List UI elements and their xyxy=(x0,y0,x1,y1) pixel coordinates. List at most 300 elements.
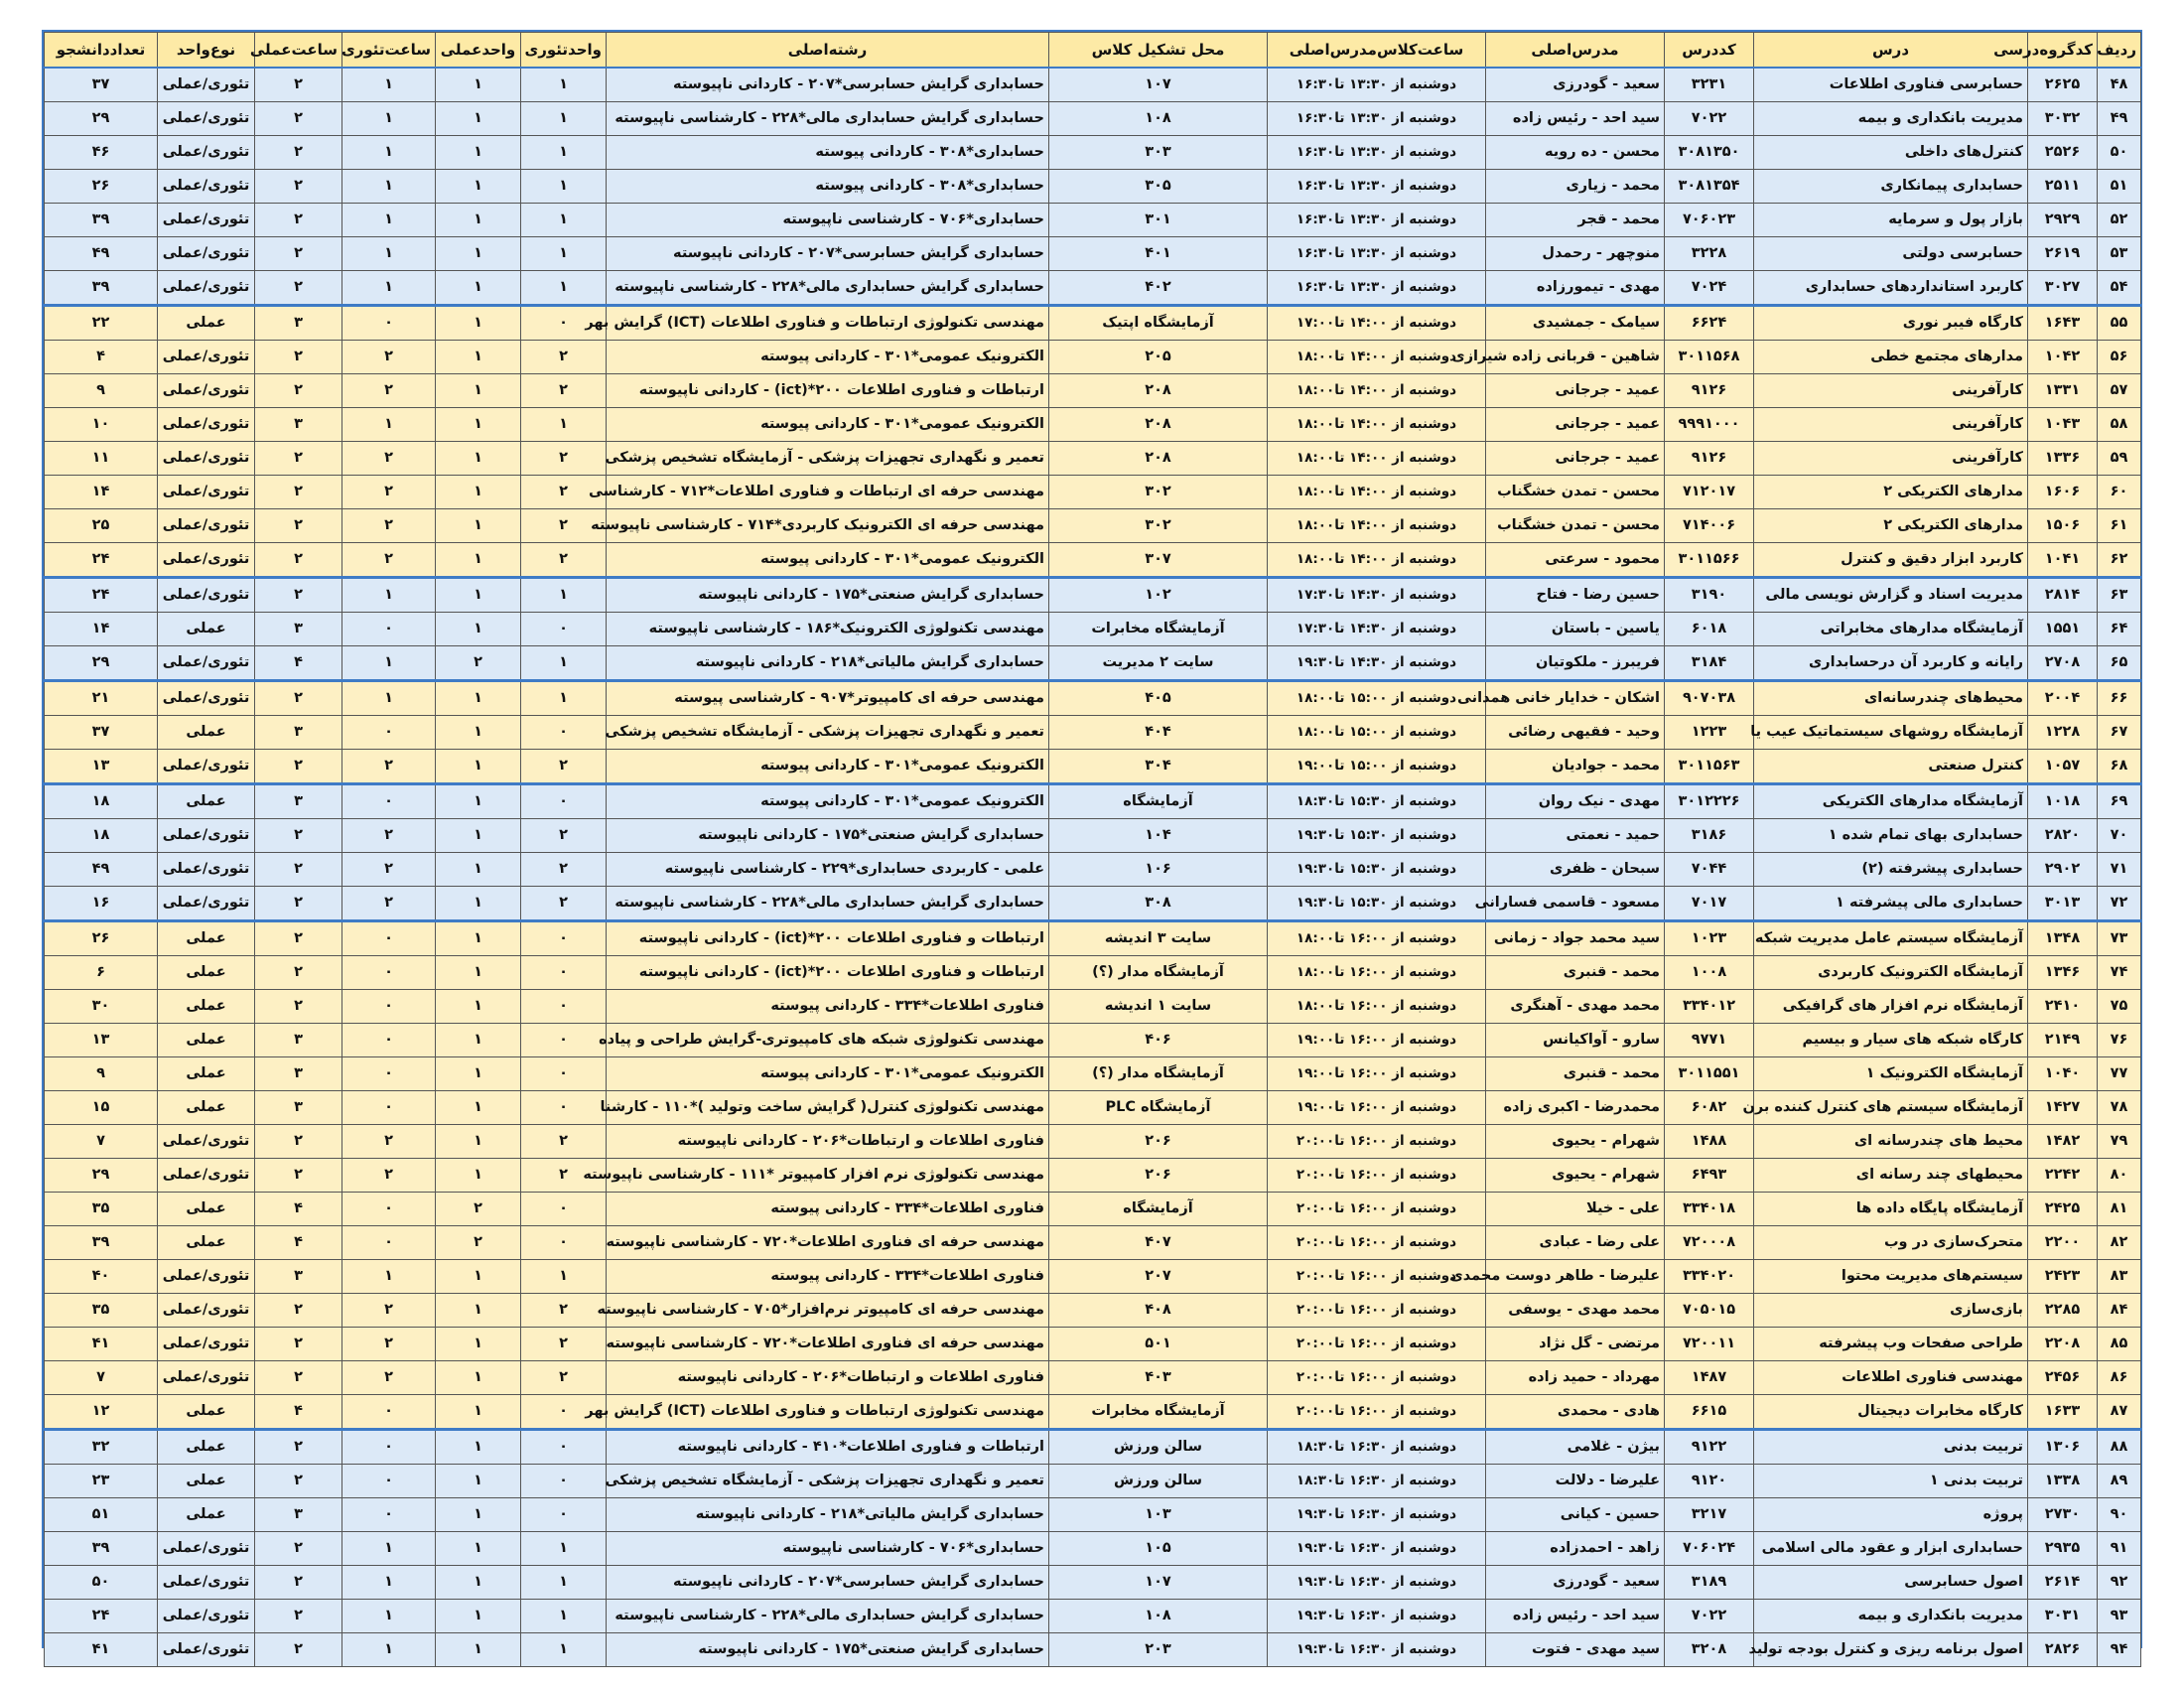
cell-course-name: مدارهای الکتریکی ۲ xyxy=(1754,509,2028,543)
cell-student-count: ۵۱ xyxy=(45,1498,158,1532)
cell-class-time: دوشنبه از ۱۵:۰۰ تا۱۸:۰۰ xyxy=(1268,716,1486,750)
cell-major: حسابداری گرایش مالیاتی*۲۱۸ - کاردانی ناپیوسته xyxy=(607,646,1049,681)
cell-student-count: ۳۵ xyxy=(45,1294,158,1328)
cell-theory-hours: ۲ xyxy=(342,341,436,374)
cell-group-code: ۱۰۱۸ xyxy=(2028,784,2098,819)
cell-row-number: ۷۲ xyxy=(2098,887,2141,921)
cell-practical-units: ۱ xyxy=(436,306,521,341)
cell-practical-units: ۱ xyxy=(436,1498,521,1532)
table-row xyxy=(45,1430,2141,1465)
cell-class-time: دوشنبه از ۱۳:۳۰ تا۱۶:۳۰ xyxy=(1268,271,1486,306)
cell-teacher: بیژن - غلامی xyxy=(1486,1430,1665,1465)
cell-teacher: مرتضی - گل نژاد xyxy=(1486,1328,1665,1361)
cell-practical-hours: ۲ xyxy=(255,681,342,716)
cell-practical-units: ۱ xyxy=(436,1430,521,1465)
cell-class-time: دوشنبه از ۱۶:۳۰ تا۱۹:۳۰ xyxy=(1268,1566,1486,1600)
cell-row-number: ۵۰ xyxy=(2098,136,2141,170)
cell-location: ۲۰۷ xyxy=(1049,1260,1268,1294)
cell-practical-hours: ۲ xyxy=(255,921,342,956)
cell-unit-type: عملی xyxy=(158,613,255,646)
cell-practical-hours: ۲ xyxy=(255,68,342,102)
cell-location: ۱۰۶ xyxy=(1049,853,1268,887)
cell-class-time: دوشنبه از ۱۴:۳۰ تا۱۷:۳۰ xyxy=(1268,613,1486,646)
cell-theory-hours: ۱ xyxy=(342,237,436,271)
cell-major: مهندسی تکنولوژی شبکه های کامپیوتری-گرایش طراحی و پیاده xyxy=(607,1024,1049,1057)
cell-practical-units: ۲ xyxy=(436,1226,521,1260)
cell-student-count: ۲۹ xyxy=(45,646,158,681)
cell-teacher: سعید - گودرزی xyxy=(1486,1566,1665,1600)
cell-unit-type: تئوری/عملی xyxy=(158,271,255,306)
cell-student-count: ۳۰ xyxy=(45,990,158,1024)
cell-major: مهندسی حرفه ای الکترونیک کاربردی*۷۱۴ - کارشناسی ناپیوسته xyxy=(607,509,1049,543)
table-row xyxy=(45,1633,2141,1667)
cell-row-number: ۵۳ xyxy=(2098,237,2141,271)
cell-course-name: تربیت بدنی ۱ xyxy=(1754,1465,2028,1498)
cell-course-name: اصول برنامه ریزی و کنترل بودجه تولید xyxy=(1754,1633,2028,1667)
cell-theory-units: ۲ xyxy=(521,341,607,374)
cell-location: ۲۰۶ xyxy=(1049,1125,1268,1159)
cell-unit-type: تئوری/عملی xyxy=(158,442,255,476)
cell-course-name: حسابداری ابزار و عقود مالی اسلامی xyxy=(1754,1532,2028,1566)
cell-location: ۱۰۷ xyxy=(1049,1566,1268,1600)
cell-course-code: ۹۱۲۶ xyxy=(1665,442,1754,476)
cell-theory-units: ۰ xyxy=(521,1057,607,1091)
cell-practical-hours: ۲ xyxy=(255,1465,342,1498)
cell-theory-units: ۱ xyxy=(521,1566,607,1600)
table-row xyxy=(45,68,2141,102)
cell-group-code: ۲۲۴۲ xyxy=(2028,1159,2098,1193)
cell-major: تعمیر و نگهداری تجهیزات پزشکی - آزمایشگاه تشخیص پزشکی xyxy=(607,1465,1049,1498)
cell-theory-units: ۰ xyxy=(521,306,607,341)
cell-practical-hours: ۳ xyxy=(255,306,342,341)
cell-location: ۳۰۴ xyxy=(1049,750,1268,784)
cell-practical-units: ۱ xyxy=(436,853,521,887)
cell-group-code: ۱۰۴۳ xyxy=(2028,408,2098,442)
table-row xyxy=(45,102,2141,136)
table-row xyxy=(45,887,2141,921)
cell-student-count: ۱۵ xyxy=(45,1091,158,1125)
cell-row-number: ۹۱ xyxy=(2098,1532,2141,1566)
cell-practical-hours: ۳ xyxy=(255,1260,342,1294)
cell-unit-type: عملی xyxy=(158,1091,255,1125)
cell-practical-units: ۱ xyxy=(436,613,521,646)
cell-class-time: دوشنبه از ۱۶:۳۰ تا۱۹:۳۰ xyxy=(1268,1633,1486,1667)
cell-theory-hours: ۰ xyxy=(342,1395,436,1430)
cell-theory-hours: ۰ xyxy=(342,990,436,1024)
cell-practical-hours: ۳ xyxy=(255,1498,342,1532)
cell-practical-hours: ۲ xyxy=(255,1361,342,1395)
cell-student-count: ۴۶ xyxy=(45,136,158,170)
cell-group-code: ۲۷۳۰ xyxy=(2028,1498,2098,1532)
cell-location: آزمایشگاه xyxy=(1049,1193,1268,1226)
cell-practical-hours: ۲ xyxy=(255,476,342,509)
cell-course-name: کارآفرینی xyxy=(1754,408,2028,442)
cell-group-code: ۲۲۸۵ xyxy=(2028,1294,2098,1328)
cell-practical-hours: ۳ xyxy=(255,784,342,819)
cell-course-name: اصول حسابرسی xyxy=(1754,1566,2028,1600)
cell-course-code: ۳۱۸۶ xyxy=(1665,819,1754,853)
cell-group-code: ۱۳۰۶ xyxy=(2028,1430,2098,1465)
cell-practical-units: ۱ xyxy=(436,271,521,306)
cell-class-time: دوشنبه از ۱۶:۳۰ تا۱۸:۳۰ xyxy=(1268,1465,1486,1498)
cell-course-code: ۹۱۲۲ xyxy=(1665,1430,1754,1465)
cell-unit-type: عملی xyxy=(158,1498,255,1532)
cell-unit-type: تئوری/عملی xyxy=(158,1159,255,1193)
cell-practical-hours: ۲ xyxy=(255,271,342,306)
cell-practical-hours: ۲ xyxy=(255,1430,342,1465)
cell-theory-hours: ۲ xyxy=(342,543,436,578)
cell-class-time: دوشنبه از ۱۴:۰۰ تا۱۸:۰۰ xyxy=(1268,543,1486,578)
cell-theory-hours: ۱ xyxy=(342,136,436,170)
cell-major: الکترونیک عمومی*۳۰۱ - کاردانی پیوسته xyxy=(607,341,1049,374)
cell-major: فناوری اطلاعات و ارتباطات*۲۰۶ - کاردانی ناپیوسته xyxy=(607,1125,1049,1159)
cell-unit-type: تئوری/عملی xyxy=(158,374,255,408)
cell-major: حسابداری*۳۰۸ - کاردانی پیوسته xyxy=(607,170,1049,204)
cell-group-code: ۳۰۱۳ xyxy=(2028,887,2098,921)
cell-theory-hours: ۰ xyxy=(342,306,436,341)
cell-class-time: دوشنبه از ۱۶:۰۰ تا۱۹:۰۰ xyxy=(1268,1091,1486,1125)
cell-student-count: ۴ xyxy=(45,341,158,374)
cell-row-number: ۵۵ xyxy=(2098,306,2141,341)
cell-group-code: ۱۶۴۳ xyxy=(2028,306,2098,341)
cell-class-time: دوشنبه از ۱۳:۳۰ تا۱۶:۳۰ xyxy=(1268,136,1486,170)
header-theory-units: واحدتئوری xyxy=(521,33,607,69)
cell-course-code: ۹۹۹۱۰۰۰ xyxy=(1665,408,1754,442)
cell-teacher: محسن - ده رویه xyxy=(1486,136,1665,170)
cell-class-time: دوشنبه از ۱۶:۰۰ تا۲۰:۰۰ xyxy=(1268,1328,1486,1361)
cell-row-number: ۷۱ xyxy=(2098,853,2141,887)
cell-unit-type: عملی xyxy=(158,1226,255,1260)
cell-practical-units: ۱ xyxy=(436,1465,521,1498)
cell-course-name: کنترل‌های داخلی xyxy=(1754,136,2028,170)
cell-student-count: ۱۸ xyxy=(45,784,158,819)
cell-practical-units: ۱ xyxy=(436,170,521,204)
cell-row-number: ۷۵ xyxy=(2098,990,2141,1024)
cell-theory-hours: ۰ xyxy=(342,613,436,646)
table-row xyxy=(45,1395,2141,1430)
cell-teacher: فریبرز - ملکوتیان xyxy=(1486,646,1665,681)
cell-group-code: ۲۴۲۵ xyxy=(2028,1193,2098,1226)
cell-theory-hours: ۰ xyxy=(342,1465,436,1498)
course-schedule-table xyxy=(44,32,2141,1667)
cell-practical-hours: ۲ xyxy=(255,819,342,853)
cell-practical-units: ۱ xyxy=(436,1024,521,1057)
cell-class-time: دوشنبه از ۱۶:۰۰ تا۲۰:۰۰ xyxy=(1268,1260,1486,1294)
cell-practical-units: ۱ xyxy=(436,1159,521,1193)
cell-row-number: ۸۵ xyxy=(2098,1328,2141,1361)
cell-course-name: پروژه xyxy=(1754,1498,2028,1532)
cell-course-name: بازی‌سازی xyxy=(1754,1294,2028,1328)
cell-theory-units: ۲ xyxy=(521,509,607,543)
cell-group-code: ۲۵۲۶ xyxy=(2028,136,2098,170)
cell-teacher: حسین رضا - فتاح xyxy=(1486,578,1665,613)
cell-row-number: ۶۲ xyxy=(2098,543,2141,578)
cell-major: حسابداری*۳۰۸ - کاردانی پیوسته xyxy=(607,136,1049,170)
cell-course-code: ۱۲۲۳ xyxy=(1665,716,1754,750)
cell-practical-units: ۱ xyxy=(436,681,521,716)
cell-group-code: ۳۰۲۷ xyxy=(2028,271,2098,306)
cell-practical-units: ۱ xyxy=(436,750,521,784)
cell-practical-hours: ۲ xyxy=(255,442,342,476)
cell-teacher: محمود - سرعتی xyxy=(1486,543,1665,578)
cell-practical-units: ۱ xyxy=(436,784,521,819)
cell-group-code: ۲۵۱۱ xyxy=(2028,170,2098,204)
table-row xyxy=(45,956,2141,990)
cell-class-time: دوشنبه از ۱۵:۳۰ تا۱۸:۳۰ xyxy=(1268,784,1486,819)
cell-course-name: مدارهای مجتمع خطی xyxy=(1754,341,2028,374)
cell-theory-hours: ۰ xyxy=(342,716,436,750)
cell-unit-type: تئوری/عملی xyxy=(158,750,255,784)
cell-theory-hours: ۰ xyxy=(342,921,436,956)
cell-location: ۲۰۸ xyxy=(1049,374,1268,408)
cell-major: حسابداری*۷۰۶ - کارشناسی ناپیوسته xyxy=(607,1532,1049,1566)
cell-major: مهندسی تکنولوژی کنترل( گرایش ساخت وتولید )*۱۱۰ - کارشنا xyxy=(607,1091,1049,1125)
cell-course-name: کارآفرینی xyxy=(1754,374,2028,408)
table-row xyxy=(45,921,2141,956)
cell-location: ۴۰۲ xyxy=(1049,271,1268,306)
cell-theory-hours: ۱ xyxy=(342,102,436,136)
cell-teacher: سید احد - رئیس زاده xyxy=(1486,1600,1665,1633)
cell-course-code: ۷۲۰۰۰۸ xyxy=(1665,1226,1754,1260)
cell-class-time: دوشنبه از ۱۴:۰۰ تا۱۸:۰۰ xyxy=(1268,408,1486,442)
table-row xyxy=(45,1294,2141,1328)
cell-theory-hours: ۱ xyxy=(342,408,436,442)
cell-unit-type: تئوری/عملی xyxy=(158,341,255,374)
cell-unit-type: تئوری/عملی xyxy=(158,237,255,271)
cell-row-number: ۶۱ xyxy=(2098,509,2141,543)
cell-major: حسابداری گرایش حسابرسی*۲۰۷ - کاردانی ناپیوسته xyxy=(607,68,1049,102)
cell-theory-hours: ۱ xyxy=(342,1600,436,1633)
cell-location: آزمایشگاه مدار (؟) xyxy=(1049,1057,1268,1091)
cell-theory-units: ۲ xyxy=(521,750,607,784)
cell-practical-units: ۱ xyxy=(436,1633,521,1667)
table-row xyxy=(45,306,2141,341)
cell-group-code: ۲۲۰۰ xyxy=(2028,1226,2098,1260)
cell-theory-hours: ۰ xyxy=(342,1226,436,1260)
cell-class-time: دوشنبه از ۱۳:۳۰ تا۱۶:۳۰ xyxy=(1268,68,1486,102)
cell-student-count: ۴۰ xyxy=(45,1260,158,1294)
cell-class-time: دوشنبه از ۱۶:۰۰ تا۱۹:۰۰ xyxy=(1268,1024,1486,1057)
cell-teacher: سارو - آواکیانس xyxy=(1486,1024,1665,1057)
cell-location: آزمایشگاه مخابرات xyxy=(1049,613,1268,646)
cell-class-time: دوشنبه از ۱۶:۰۰ تا۱۹:۰۰ xyxy=(1268,1057,1486,1091)
cell-course-name: محیطهای چند رسانه ای xyxy=(1754,1159,2028,1193)
cell-unit-type: تئوری/عملی xyxy=(158,1361,255,1395)
cell-student-count: ۲۳ xyxy=(45,1465,158,1498)
cell-major: تعمیر و نگهداری تجهیزات پزشکی - آزمایشگاه تشخیص پزشکی xyxy=(607,442,1049,476)
cell-course-code: ۶۶۱۵ xyxy=(1665,1395,1754,1430)
cell-major: مهندسی حرفه ای کامپیوتر*۹۰۷ - کارشناسی پیوسته xyxy=(607,681,1049,716)
cell-row-number: ۸۷ xyxy=(2098,1395,2141,1430)
cell-course-name: آزمایشگاه سیستم های کنترل کننده برن xyxy=(1754,1091,2028,1125)
cell-course-code: ۳۳۴۰۱۸ xyxy=(1665,1193,1754,1226)
cell-group-code: ۲۱۴۹ xyxy=(2028,1024,2098,1057)
cell-course-code: ۷۰۴۴ xyxy=(1665,853,1754,887)
cell-location: ۲۰۵ xyxy=(1049,341,1268,374)
cell-teacher: محمد - جوادیان xyxy=(1486,750,1665,784)
cell-unit-type: تئوری/عملی xyxy=(158,1633,255,1667)
cell-location: ۲۰۶ xyxy=(1049,1159,1268,1193)
cell-location: ۱۰۵ xyxy=(1049,1532,1268,1566)
cell-row-number: ۸۴ xyxy=(2098,1294,2141,1328)
cell-practical-hours: ۲ xyxy=(255,1633,342,1667)
cell-unit-type: تئوری/عملی xyxy=(158,1294,255,1328)
cell-location: سالن ورزش xyxy=(1049,1430,1268,1465)
cell-location: ۴۰۸ xyxy=(1049,1294,1268,1328)
cell-theory-units: ۱ xyxy=(521,681,607,716)
cell-major: فناوری اطلاعات*۳۳۴ - کاردانی پیوسته xyxy=(607,1260,1049,1294)
cell-unit-type: عملی xyxy=(158,1395,255,1430)
cell-major: حسابداری گرایش حسابداری مالی*۲۲۸ - کارشناسی ناپیوسته xyxy=(607,271,1049,306)
cell-row-number: ۷۹ xyxy=(2098,1125,2141,1159)
cell-teacher: عمید - جرجانی xyxy=(1486,408,1665,442)
cell-group-code: ۲۶۲۵ xyxy=(2028,68,2098,102)
cell-unit-type: تئوری/عملی xyxy=(158,476,255,509)
cell-group-code: ۱۵۰۶ xyxy=(2028,509,2098,543)
cell-practical-units: ۱ xyxy=(436,1091,521,1125)
header-course-name: درس xyxy=(1754,33,2028,69)
cell-theory-units: ۰ xyxy=(521,1430,607,1465)
cell-theory-units: ۲ xyxy=(521,1125,607,1159)
table-row xyxy=(45,681,2141,716)
cell-row-number: ۸۲ xyxy=(2098,1226,2141,1260)
table-row xyxy=(45,1532,2141,1566)
cell-course-name: محیط‌های چندرسانه‌ای xyxy=(1754,681,2028,716)
cell-practical-units: ۱ xyxy=(436,102,521,136)
cell-practical-units: ۱ xyxy=(436,1328,521,1361)
cell-course-name: سیستم‌های مدیریت محتوا xyxy=(1754,1260,2028,1294)
cell-major: الکترونیک عمومی*۳۰۱ - کاردانی پیوسته xyxy=(607,750,1049,784)
cell-major: الکترونیک عمومی*۳۰۱ - کاردانی پیوسته xyxy=(607,784,1049,819)
cell-row-number: ۷۷ xyxy=(2098,1057,2141,1091)
cell-theory-units: ۲ xyxy=(521,1361,607,1395)
cell-course-code: ۶۰۸۲ xyxy=(1665,1091,1754,1125)
cell-practical-units: ۱ xyxy=(436,1294,521,1328)
cell-teacher: حمید - نعمتی xyxy=(1486,819,1665,853)
cell-practical-hours: ۲ xyxy=(255,136,342,170)
table-row xyxy=(45,1091,2141,1125)
cell-unit-type: عملی xyxy=(158,1465,255,1498)
cell-student-count: ۴۹ xyxy=(45,237,158,271)
cell-course-code: ۷۰۱۷ xyxy=(1665,887,1754,921)
cell-location: سایت ۱ اندیشه xyxy=(1049,990,1268,1024)
cell-course-name: حسابرسی فناوری اطلاعات xyxy=(1754,68,2028,102)
cell-course-name: حسابرسی دولتی xyxy=(1754,237,2028,271)
cell-unit-type: تئوری/عملی xyxy=(158,819,255,853)
cell-major: مهندسی تکنولوژی ارتباطات و فناوری اطلاعات (ICT) گرایش بهر xyxy=(607,1395,1049,1430)
cell-course-name: کاربرد ابزار دقیق و کنترل xyxy=(1754,543,2028,578)
table-row xyxy=(45,341,2141,374)
cell-student-count: ۱۴ xyxy=(45,476,158,509)
cell-theory-units: ۲ xyxy=(521,1328,607,1361)
cell-group-code: ۱۳۳۱ xyxy=(2028,374,2098,408)
cell-student-count: ۹ xyxy=(45,1057,158,1091)
cell-student-count: ۳۲ xyxy=(45,1430,158,1465)
cell-unit-type: تئوری/عملی xyxy=(158,578,255,613)
cell-course-name: رایانه و کاربرد آن درحسابداری xyxy=(1754,646,2028,681)
cell-major: حسابداری گرایش حسابداری مالی*۲۲۸ - کارشناسی ناپیوسته xyxy=(607,102,1049,136)
cell-theory-hours: ۱ xyxy=(342,646,436,681)
cell-student-count: ۲۵ xyxy=(45,509,158,543)
cell-group-code: ۲۹۲۹ xyxy=(2028,204,2098,237)
header-practical-units: واحدعملی xyxy=(436,33,521,69)
cell-theory-hours: ۲ xyxy=(342,853,436,887)
cell-course-code: ۳۳۴۰۱۲ xyxy=(1665,990,1754,1024)
cell-row-number: ۸۳ xyxy=(2098,1260,2141,1294)
cell-course-code: ۱۰۲۳ xyxy=(1665,921,1754,956)
cell-location: ۱۰۸ xyxy=(1049,102,1268,136)
cell-theory-units: ۰ xyxy=(521,990,607,1024)
cell-student-count: ۷ xyxy=(45,1125,158,1159)
cell-theory-hours: ۲ xyxy=(342,442,436,476)
cell-class-time: دوشنبه از ۱۶:۳۰ تا۱۹:۳۰ xyxy=(1268,1532,1486,1566)
cell-theory-units: ۱ xyxy=(521,102,607,136)
cell-unit-type: تئوری/عملی xyxy=(158,1600,255,1633)
cell-course-code: ۳۱۸۴ xyxy=(1665,646,1754,681)
cell-major: حسابداری گرایش صنعتی*۱۷۵ - کاردانی ناپیوسته xyxy=(607,1633,1049,1667)
cell-course-code: ۱۴۸۷ xyxy=(1665,1361,1754,1395)
cell-practical-units: ۱ xyxy=(436,819,521,853)
cell-group-code: ۲۲۰۸ xyxy=(2028,1328,2098,1361)
cell-class-time: دوشنبه از ۱۶:۰۰ تا۲۰:۰۰ xyxy=(1268,1159,1486,1193)
cell-class-time: دوشنبه از ۱۵:۰۰ تا۱۹:۰۰ xyxy=(1268,750,1486,784)
cell-course-name: آزمایشگاه مدارهای الکتریکی xyxy=(1754,784,2028,819)
cell-teacher: علیرضا - دلالت xyxy=(1486,1465,1665,1498)
cell-location: آزمایشگاه PLC xyxy=(1049,1091,1268,1125)
cell-theory-hours: ۱ xyxy=(342,271,436,306)
cell-row-number: ۸۶ xyxy=(2098,1361,2141,1395)
cell-unit-type: تئوری/عملی xyxy=(158,1125,255,1159)
cell-course-code: ۷۰۵۰۱۵ xyxy=(1665,1294,1754,1328)
cell-row-number: ۵۱ xyxy=(2098,170,2141,204)
cell-practical-units: ۱ xyxy=(436,921,521,956)
cell-course-code: ۷۱۲۰۱۷ xyxy=(1665,476,1754,509)
cell-practical-units: ۱ xyxy=(436,956,521,990)
cell-row-number: ۵۲ xyxy=(2098,204,2141,237)
cell-course-code: ۳۰۸۱۳۵۴ xyxy=(1665,170,1754,204)
cell-major: فناوری اطلاعات*۳۳۴ - کاردانی پیوسته xyxy=(607,1193,1049,1226)
cell-teacher: مهدی - نیک روان xyxy=(1486,784,1665,819)
cell-practical-hours: ۳ xyxy=(255,716,342,750)
cell-course-name: حسابداری بهای تمام شده ۱ xyxy=(1754,819,2028,853)
cell-unit-type: تئوری/عملی xyxy=(158,136,255,170)
cell-theory-hours: ۱ xyxy=(342,68,436,102)
cell-location: ۴۰۳ xyxy=(1049,1361,1268,1395)
cell-major: فناوری اطلاعات*۳۳۴ - کاردانی پیوسته xyxy=(607,990,1049,1024)
cell-student-count: ۵۰ xyxy=(45,1566,158,1600)
cell-student-count: ۶ xyxy=(45,956,158,990)
cell-practical-hours: ۲ xyxy=(255,374,342,408)
cell-theory-hours: ۰ xyxy=(342,1024,436,1057)
cell-theory-hours: ۱ xyxy=(342,578,436,613)
cell-theory-units: ۱ xyxy=(521,1633,607,1667)
cell-major: ارتباطات و فناوری اطلاعات ۲۰۰*(ict) - کاردانی ناپیوسته xyxy=(607,921,1049,956)
cell-practical-hours: ۴ xyxy=(255,1226,342,1260)
cell-course-code: ۹۰۷۰۳۸ xyxy=(1665,681,1754,716)
cell-theory-units: ۲ xyxy=(521,819,607,853)
cell-course-code: ۳۰۱۲۲۲۶ xyxy=(1665,784,1754,819)
cell-unit-type: تئوری/عملی xyxy=(158,509,255,543)
cell-course-code: ۶۶۲۴ xyxy=(1665,306,1754,341)
cell-practical-hours: ۲ xyxy=(255,990,342,1024)
cell-row-number: ۶۹ xyxy=(2098,784,2141,819)
cell-location: ۴۰۷ xyxy=(1049,1226,1268,1260)
cell-row-number: ۷۰ xyxy=(2098,819,2141,853)
cell-practical-hours: ۲ xyxy=(255,1532,342,1566)
cell-theory-units: ۱ xyxy=(521,1532,607,1566)
cell-theory-units: ۱ xyxy=(521,136,607,170)
cell-unit-type: تئوری/عملی xyxy=(158,1260,255,1294)
